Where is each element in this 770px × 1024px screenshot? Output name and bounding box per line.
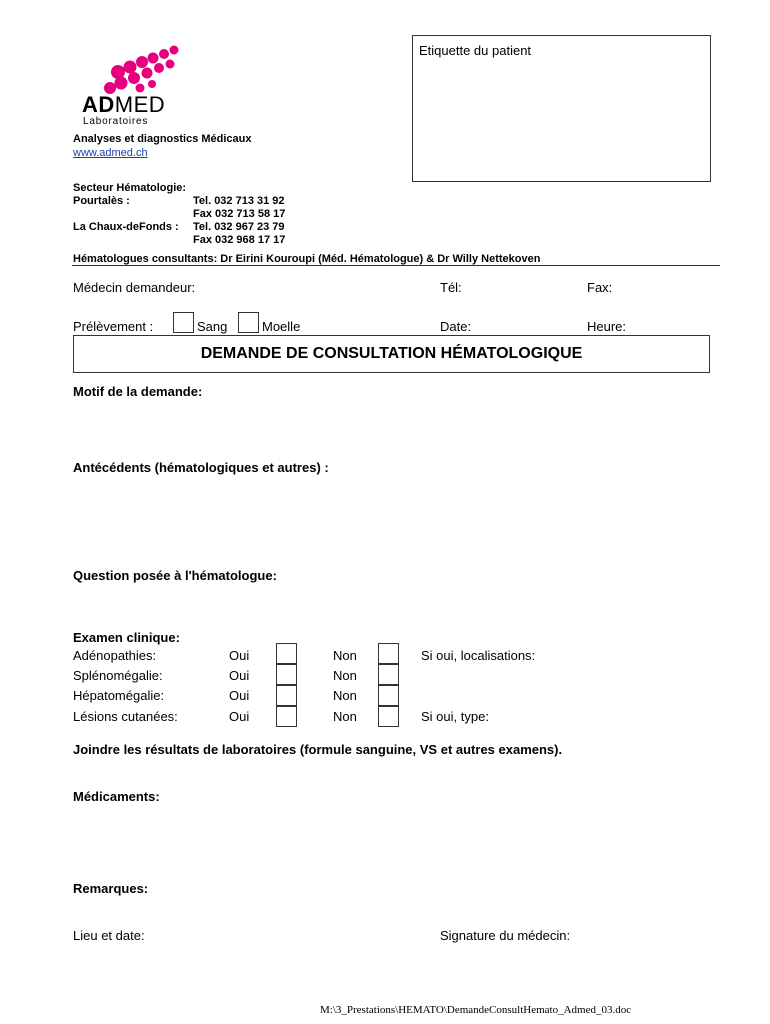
hepatomegalie-non-checkbox[interactable] (378, 685, 399, 706)
logo-wordmark (82, 92, 165, 118)
logo-brand-light: MED (114, 92, 166, 117)
moelle-label: Moelle (262, 319, 301, 334)
oui-label: Oui (229, 668, 250, 683)
tel-field-label: Tél: (440, 280, 462, 295)
localisations-label: Si oui, localisations: (421, 648, 536, 663)
exam-label: Lésions cutanées: (73, 709, 178, 724)
pourtales-fax: Fax 032 713 58 17 (193, 208, 286, 220)
joindre-note: Joindre les résultats de laboratoires (formule sanguine, VS et autres examens). (73, 742, 563, 757)
splenomegalie-non-checkbox[interactable] (378, 664, 399, 685)
signature-label: Signature du médecin: (440, 928, 571, 943)
page-title: DEMANDE DE CONSULTATION HÉMATOLOGIQUE (200, 345, 583, 362)
adenopathies-non-checkbox[interactable] (378, 643, 399, 664)
consultants-line: Hématologues consultants: Dr Eirini Kouroupi (Méd. Hématologue) & Dr Willy Nettekoven (73, 253, 541, 265)
logo-subtitle: Laboratoires (83, 116, 149, 127)
non-label: Non (333, 688, 357, 703)
sang-checkbox[interactable] (173, 312, 194, 333)
non-label: Non (333, 648, 357, 663)
title-box (73, 335, 710, 373)
splenomegalie-oui-checkbox[interactable] (276, 664, 297, 685)
logo-brand-bold: AD (82, 92, 115, 117)
lesions-oui-checkbox[interactable] (276, 706, 297, 727)
prelevement-label: Prélèvement : (73, 319, 154, 334)
header-divider (72, 265, 720, 266)
pourtales-label: Pourtalès : (73, 195, 130, 207)
patient-label-title: Etiquette du patient (419, 43, 532, 58)
oui-label: Oui (229, 648, 250, 663)
examen-heading: Examen clinique: (73, 630, 180, 645)
website-link[interactable]: www.admed.ch (73, 147, 148, 159)
lesions-non-checkbox[interactable] (378, 706, 399, 727)
exam-label: Splénomégalie: (73, 668, 163, 683)
oui-label: Oui (229, 688, 250, 703)
chaux-label: La Chaux-deFonds : (73, 221, 179, 233)
logo-dots-graphic (100, 44, 184, 96)
moelle-checkbox[interactable] (238, 312, 259, 333)
exam-label: Adénopathies: (73, 648, 157, 663)
motif-heading: Motif de la demande: (73, 384, 203, 399)
chaux-fax: Fax 032 968 17 17 (193, 234, 286, 246)
medicaments-heading: Médicaments: (73, 789, 160, 804)
exam-label: Hépatomégalie: (73, 688, 165, 703)
fax-field-label: Fax: (587, 280, 613, 295)
chaux-tel: Tel. 032 967 23 79 (193, 221, 285, 233)
hepatomegalie-oui-checkbox[interactable] (276, 685, 297, 706)
medecin-field-label: Médecin demandeur: (73, 280, 196, 295)
patient-label-box[interactable] (412, 35, 711, 182)
type-label: Si oui, type: (421, 709, 489, 724)
heure-field-label: Heure: (587, 319, 627, 334)
sang-label: Sang (197, 319, 228, 334)
oui-label: Oui (229, 709, 250, 724)
adenopathies-oui-checkbox[interactable] (276, 643, 297, 664)
antecedents-heading: Antécédents (hématologiques et autres) : (73, 460, 329, 475)
pourtales-tel: Tel. 032 713 31 92 (193, 195, 285, 207)
non-label: Non (333, 709, 357, 724)
file-path-footer: M:\3_Prestations\HEMATO\DemandeConsultHemato_Admed_03.doc (320, 1004, 632, 1016)
question-heading: Question posée à l'hématologue: (73, 568, 277, 583)
remarques-heading: Remarques: (73, 881, 149, 896)
lab-tagline: Analyses et diagnostics Médicaux (73, 133, 252, 145)
lieu-date-label: Lieu et date: (73, 928, 145, 943)
non-label: Non (333, 668, 357, 683)
date-field-label: Date: (440, 319, 472, 334)
sector-title: Secteur Hématologie: (73, 182, 187, 194)
